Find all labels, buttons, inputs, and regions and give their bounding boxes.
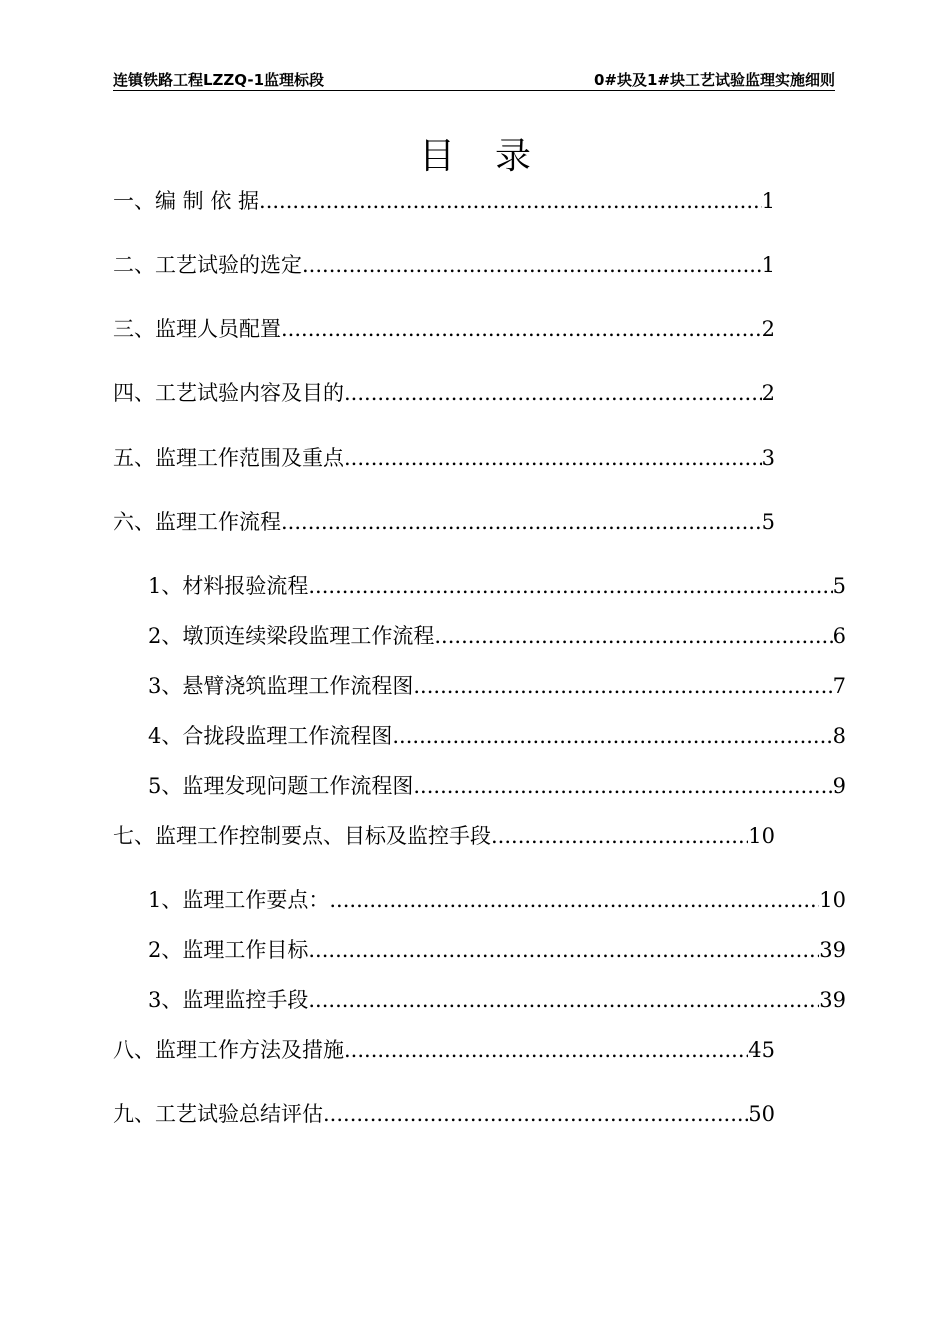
toc-entry-label: 2、墩顶连续梁段监理工作流程 — [148, 624, 435, 648]
toc-entry[interactable] — [113, 1099, 775, 1129]
page-title: 目录 — [418, 136, 571, 177]
toc-entry-label: 2、监理工作目标 — [148, 938, 309, 962]
toc-entry-label: 七、监理工作控制要点、目标及监控手段 — [113, 824, 491, 848]
toc-entry[interactable] — [113, 507, 775, 537]
toc-leader — [413, 771, 832, 801]
toc-entry-page: 6 — [832, 624, 846, 648]
toc-entry-label: 1、材料报验流程 — [148, 574, 309, 598]
toc-entry-page: 7 — [832, 674, 846, 698]
toc-leader — [308, 571, 832, 601]
page-header — [113, 68, 835, 91]
toc-entry[interactable] — [148, 985, 846, 1015]
toc-entry[interactable] — [148, 771, 846, 801]
toc-entry-label: 4、合拢段监理工作流程图 — [148, 724, 393, 748]
toc-entry-page: 1 — [761, 253, 775, 277]
toc-entry[interactable] — [113, 250, 775, 280]
toc-entry-page: 39 — [819, 938, 846, 962]
header-project-name: 连镇铁路工程LZZQ-1监理标段 — [113, 71, 325, 89]
toc-leader — [308, 935, 819, 965]
toc-entry[interactable] — [148, 671, 846, 701]
toc-entry-page: 39 — [819, 988, 846, 1012]
toc-entry[interactable] — [148, 885, 846, 915]
toc-leader — [344, 378, 762, 408]
toc-entry-page: 10 — [748, 824, 775, 848]
toc-entry[interactable] — [113, 1035, 775, 1065]
toc-leader — [392, 721, 832, 751]
toc-entry[interactable] — [113, 443, 775, 473]
toc-entry-page: 10 — [819, 888, 846, 912]
toc-entry[interactable] — [148, 935, 846, 965]
toc-entry-label: 六、监理工作流程 — [113, 510, 281, 534]
toc-entry-label: 5、监理发现问题工作流程图 — [148, 774, 414, 798]
toc-entry[interactable] — [148, 721, 846, 751]
toc-leader — [281, 314, 762, 344]
toc-leader — [259, 186, 762, 216]
toc-entry-page: 8 — [832, 724, 846, 748]
toc-leader — [323, 1099, 748, 1129]
toc-entry-page: 45 — [748, 1038, 775, 1062]
toc-entry-label: 1、监理工作要点： — [148, 888, 330, 912]
toc-entry-page: 5 — [761, 510, 775, 534]
toc-entry-label: 3、监理监控手段 — [148, 988, 309, 1012]
toc-entry-page: 3 — [761, 446, 775, 470]
header-document-name: 0#块及1#块工艺试验监理实施细则 — [593, 71, 835, 89]
toc-leader — [491, 821, 748, 851]
toc-entry[interactable] — [113, 314, 775, 344]
toc-entry[interactable] — [113, 186, 775, 216]
toc-entry-page: 1 — [761, 189, 775, 213]
toc-entry[interactable] — [148, 621, 846, 651]
toc-entry-label: 八、监理工作方法及措施 — [113, 1038, 344, 1062]
toc-entry-label: 二、工艺试验的选定 — [113, 253, 302, 277]
toc-entry[interactable] — [113, 821, 775, 851]
toc-entry-page: 2 — [761, 317, 775, 341]
toc-leader — [344, 1035, 748, 1065]
toc-leader — [344, 443, 762, 473]
toc-leader — [329, 885, 819, 915]
toc-entry[interactable] — [113, 378, 775, 408]
toc-entry-page: 5 — [832, 574, 846, 598]
toc-entry-page: 2 — [761, 381, 775, 405]
toc-entry-page: 50 — [748, 1102, 775, 1126]
toc-leader — [302, 250, 762, 280]
toc-leader — [434, 621, 832, 651]
toc-entry-label: 五、监理工作范围及重点 — [113, 446, 344, 470]
toc-entry-label: 四、工艺试验内容及目的 — [113, 381, 344, 405]
toc-entry-page: 9 — [832, 774, 846, 798]
toc-leader — [413, 671, 832, 701]
toc-entry[interactable] — [148, 571, 846, 601]
toc-entry-label: 一、编 制 依 据 — [113, 189, 260, 213]
toc-leader — [308, 985, 819, 1015]
toc-entry-label: 九、工艺试验总结评估 — [113, 1102, 323, 1126]
toc-leader — [281, 507, 762, 537]
toc-entry-label: 三、监理人员配置 — [113, 317, 281, 341]
toc-entry-label: 3、悬臂浇筑监理工作流程图 — [148, 674, 414, 698]
